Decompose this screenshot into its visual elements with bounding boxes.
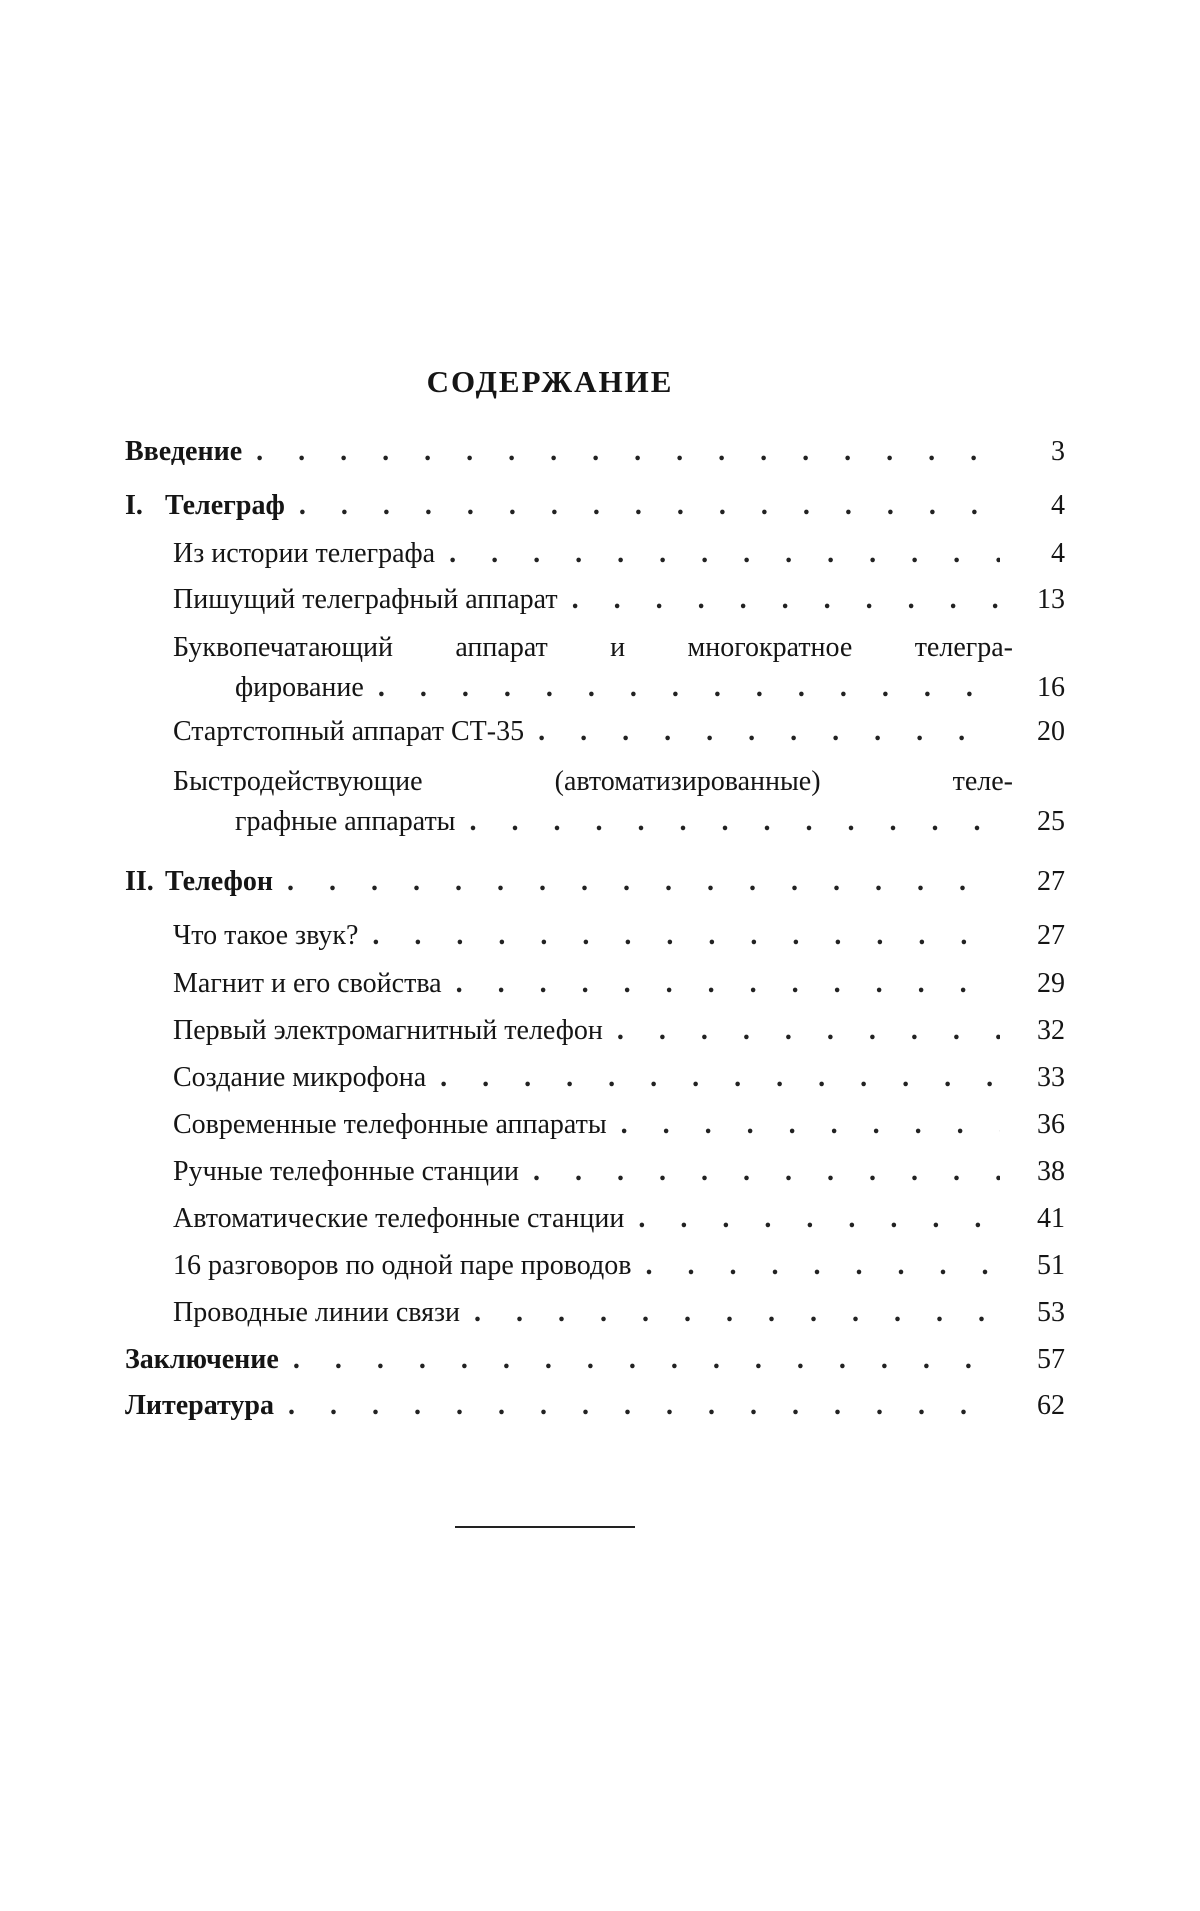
leader-dots — [449, 534, 1000, 574]
leader-dots — [299, 486, 1000, 526]
toc-page-number: 4 — [1051, 538, 1065, 569]
toc-label: Стартстопный аппарат СТ-35 — [173, 716, 525, 747]
toc-page-number: 33 — [1037, 1062, 1065, 1093]
toc-label: Пишущий телеграфный аппарат — [173, 584, 558, 615]
toc-entry-modern-telephones — [173, 1105, 1065, 1145]
toc-entry-first-telephone — [173, 1011, 1065, 1051]
toc-entry-what-is-sound — [173, 916, 1065, 956]
toc-page-number: 36 — [1037, 1109, 1065, 1140]
toc-page-number: 3 — [1051, 436, 1065, 467]
toc-page-number: 41 — [1037, 1203, 1065, 1234]
leader-dots — [378, 668, 1000, 708]
toc-page-number: 38 — [1037, 1156, 1065, 1187]
toc-entry-literature — [125, 1386, 1065, 1426]
toc-page-number: 16 — [1037, 672, 1065, 703]
toc-label: Заключение — [125, 1344, 279, 1375]
leader-dots — [288, 1386, 1000, 1426]
toc-entry-telephone-chapter — [125, 862, 1065, 902]
toc-label: Ручные телефонные станции — [173, 1156, 520, 1187]
toc-page-number: 25 — [1037, 806, 1065, 837]
leader-dots — [645, 1246, 1000, 1286]
leader-dots — [572, 580, 1000, 620]
toc-label: Телеграф — [165, 490, 285, 521]
leader-dots — [474, 1293, 1000, 1333]
toc-entry-automatic-exchanges — [173, 1199, 1065, 1239]
toc-label: Что такое звук? — [173, 920, 359, 951]
toc-label: Из истории телеграфа — [173, 538, 436, 569]
leader-dots — [256, 432, 1000, 472]
toc-page-number: 51 — [1037, 1250, 1065, 1281]
toc-entry-writing-telegraph — [173, 580, 1065, 620]
leader-dots — [287, 862, 1000, 902]
toc-entry-wire-lines — [173, 1293, 1065, 1333]
toc-entry-telegraph-history — [173, 534, 1065, 574]
leader-dots — [440, 1058, 1000, 1098]
toc-page-number: 62 — [1037, 1390, 1065, 1421]
toc-page-number: 57 — [1037, 1344, 1065, 1375]
leader-dots — [456, 964, 1000, 1004]
leader-dots — [621, 1105, 1000, 1145]
toc-page-number: 32 — [1037, 1015, 1065, 1046]
toc-label: Литература — [125, 1390, 274, 1421]
toc-label: 16 разговоров по одной паре проводов — [173, 1250, 632, 1281]
toc-page-number: 27 — [1037, 920, 1065, 951]
chapter-number: I. — [125, 490, 143, 521]
toc-label: Современные телефонные аппараты — [173, 1109, 607, 1140]
leader-dots — [617, 1011, 1000, 1051]
leader-dots — [538, 712, 1000, 752]
toc-label-line1: Буквопечатающий аппарат и многократное телегра- — [173, 632, 1013, 663]
leader-dots — [470, 802, 1001, 842]
toc-label-line2: графные аппараты — [235, 806, 456, 837]
toc-label-line1: Быстродействующие (автоматизированные) теле- — [173, 766, 1013, 797]
toc-page-number: 29 — [1037, 968, 1065, 999]
toc-label: Автоматические телефонные станции — [173, 1203, 625, 1234]
toc-entry-microphone — [173, 1058, 1065, 1098]
toc-entry-magnet — [173, 964, 1065, 1004]
toc-label: Создание микрофона — [173, 1062, 427, 1093]
toc-page-number: 4 — [1051, 490, 1065, 521]
toc-page-number: 27 — [1037, 866, 1065, 897]
toc-label: Проводные линии связи — [173, 1297, 461, 1328]
leader-dots — [293, 1340, 1000, 1380]
leader-dots — [533, 1152, 1000, 1192]
toc-entry-printing-telegraph — [173, 628, 1065, 708]
toc-label-line2: фирование — [235, 672, 364, 703]
leader-dots — [638, 1199, 1000, 1239]
toc-entry-sixteen-conversations — [173, 1246, 1065, 1286]
toc-entry-manual-exchanges — [173, 1152, 1065, 1192]
toc-entry-high-speed-telegraph — [173, 762, 1065, 842]
chapter-number: II. — [125, 866, 154, 897]
leader-dots — [372, 916, 1000, 956]
toc-entry-telegraph-chapter — [125, 486, 1065, 526]
toc-label: Первый электромагнитный телефон — [173, 1015, 603, 1046]
toc-entry-start-stop-apparatus — [173, 712, 1065, 752]
toc-entry-conclusion — [125, 1340, 1065, 1380]
toc-entry-introduction — [125, 432, 1065, 472]
toc-label: Введение — [125, 436, 243, 467]
toc-page-number: 13 — [1037, 584, 1065, 615]
toc-page-number: 53 — [1037, 1297, 1065, 1328]
toc-page-number: 20 — [1037, 716, 1065, 747]
page-title: СОДЕРЖАНИЕ — [426, 364, 674, 399]
toc-label: Телефон — [165, 866, 274, 897]
closing-rule — [455, 1526, 635, 1528]
toc-label: Магнит и его свойства — [173, 968, 442, 999]
